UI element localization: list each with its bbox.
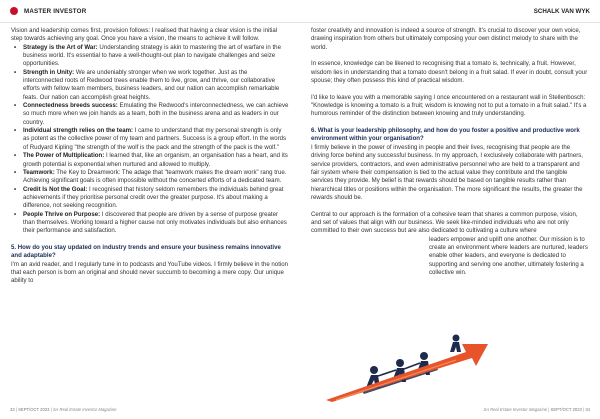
right-column [311,27,589,286]
footer-right: SA Real Estate Investor Magazine | SEPT/OCT 2023 | 34 [483,407,590,412]
knowledge-paragraph: In essence, knowledge can be likened to recognising that a tomato is, technically, a fruit. However, wisdom lies in understanding that a tomato doesn't belong in a fruit salad. If ever in doubt, consult your spouse; they often possess this kind of practical wisdom. [311,60,588,85]
brand-dot-icon [10,7,18,15]
list-item: • The Power of Multiplication: I learned that, like an organism, an organisation has a heart, and its growth potential is exponential when nurtured and allowed to multiply. [23,152,289,169]
header-left [0,7,86,15]
team-paragraph-continued: leaders empower and uplift one another. Our mission is to create an environment where leaders are nurtured, leaders enable other leaders, and everyone is dedicated to supporting and serving one another, ultimately fostering a collective win. [429,235,588,276]
stellenbosch-paragraph: I'd like to leave you with a memorable saying I once encountered on a restaurant wall in Stellenbosch: "Knowledge is knowing a tomato is a fruit; wisdom is knowing not to put a tomato in a fruit salad." It's a humorous reminder of the distinction between knowing and truly understanding. [311,93,587,118]
leader-figure-icon [450,335,461,353]
list-item: • Credit Is Not the Goal: I recognised that history seldom remembers the individuals behind great achievements if they prioritise personal credit over the greater purpose. It's about making a difference, not seeking recognition. [23,186,289,211]
question-6-heading: 6. What is your leadership philosophy, and how do you foster a positive and productive work environment within your organisation? [311,127,580,143]
question-5-answer: I'm an avid reader, and I regularly tune in to podcasts and YouTube videos. I firmly believe in the notion that each person is born an original and should never succumb to becoming a mere copy. Our unique ability to [11,260,289,285]
growth-arrow-icon [326,344,488,402]
question-5-heading: 5. How do you stay updated on industry trends and ensure your business remains innovative and adaptable? [11,243,281,260]
intro-paragraph: Vision and leadership comes first, provision follows: I realised that having a clear vision is the initial step towards achieving any goal. Once you have a vision, the means to achieve it will follow. [11,27,278,43]
page-number-right: 34 [585,407,590,412]
list-item: • Strategy is the Art of War: Understanding strategy is akin to mastering the art of warfare in the business world. It's essential to have a well-thought-out plan to navigate challenges and seize opportunities. [23,44,289,69]
author-name: SCHALK VAN WYK [533,7,590,15]
list-item: • Individual strength relies on the team: I came to understand that my personal strength is only as potent as the collective power of my team and partners. Success is a group effort. In the words of Rudyard Kipling "the strength of the wolf is the pack and the strength of the pack is the wolf." [23,127,289,152]
list-item: • Connectedness breeds success: Emulating the Redwood's interconnectedness, we can achieve so much more when we join hands as a team, both in the business arena and as leaders in our country. [23,102,289,127]
list-item: • People Thrive on Purpose: I discovered that people are driven by a sense of purpose greater than themselves. Working toward a higher cause not only motivates individuals but also enhances their performance and satisfaction. [23,211,289,236]
issue-date-left: SEPT/OCT 2023 [18,407,50,412]
team-paragraph: Central to our approach is the formation of a cohesive team that shares a common purpose, vision, and set of values that align with our business. We seek like-minded individuals who are not only committed to their own success but are also dedicated to cultivating a culture where [311,210,578,235]
list-item: • Teamwork: The Key to Dreamwork: The adage that "teamwork makes the dream work" rang true. Achieving significant goals is often impossible without the concerted efforts of a dedicated team. [23,169,289,186]
footer-left: 33 | SEPT/OCT 2023 | SA Real Estate Investor Magazine [10,407,117,412]
section-title: MASTER INVESTOR [24,7,87,15]
question-6-answer: I firmly believe in the power of investing in people and their lives, recognising that people are the driving force behind any successful business. In my approach, I exclusively collaborate with partners, service providers, contractors, and even administrative personnel who are held to a transparent and fair system where their compensation is tied to the actual value they contribute and the tangible services they provide. My belief is that rewards should be based on tangible results rather than hierarchical titles or positions within the organisation. The more significant the results, the greater the rewards should be. [311,143,583,201]
magazine-name-left: SA Real Estate Investor Magazine [52,407,117,412]
lessons-list [11,44,289,236]
creativity-paragraph: foster creativity and innovation is indeed a source of strength. It's crucial to discover your own voice, drawing inspiration from others but ultimately composing your own distinct melody to share with the world. [311,27,581,51]
list-item: • Strength in Unity: We are undeniably stronger when we work together. Just as the interconnected roots of Redwood trees enable them to live, grow, and thrive, our collaborative efforts with fellow team members, business leaders, and our nation can accomplish remarkable feats. Our nation can accomplish great heights. [23,69,289,102]
left-column [11,27,289,294]
issue-date-right: SEPT/OCT 2023 [550,407,582,412]
page-number-left: 33 [10,407,15,412]
teamwork-illustration [316,330,548,402]
page-header [0,0,600,22]
header-divider [0,22,600,23]
magazine-name-right: SA Real Estate Investor Magazine [483,407,548,412]
